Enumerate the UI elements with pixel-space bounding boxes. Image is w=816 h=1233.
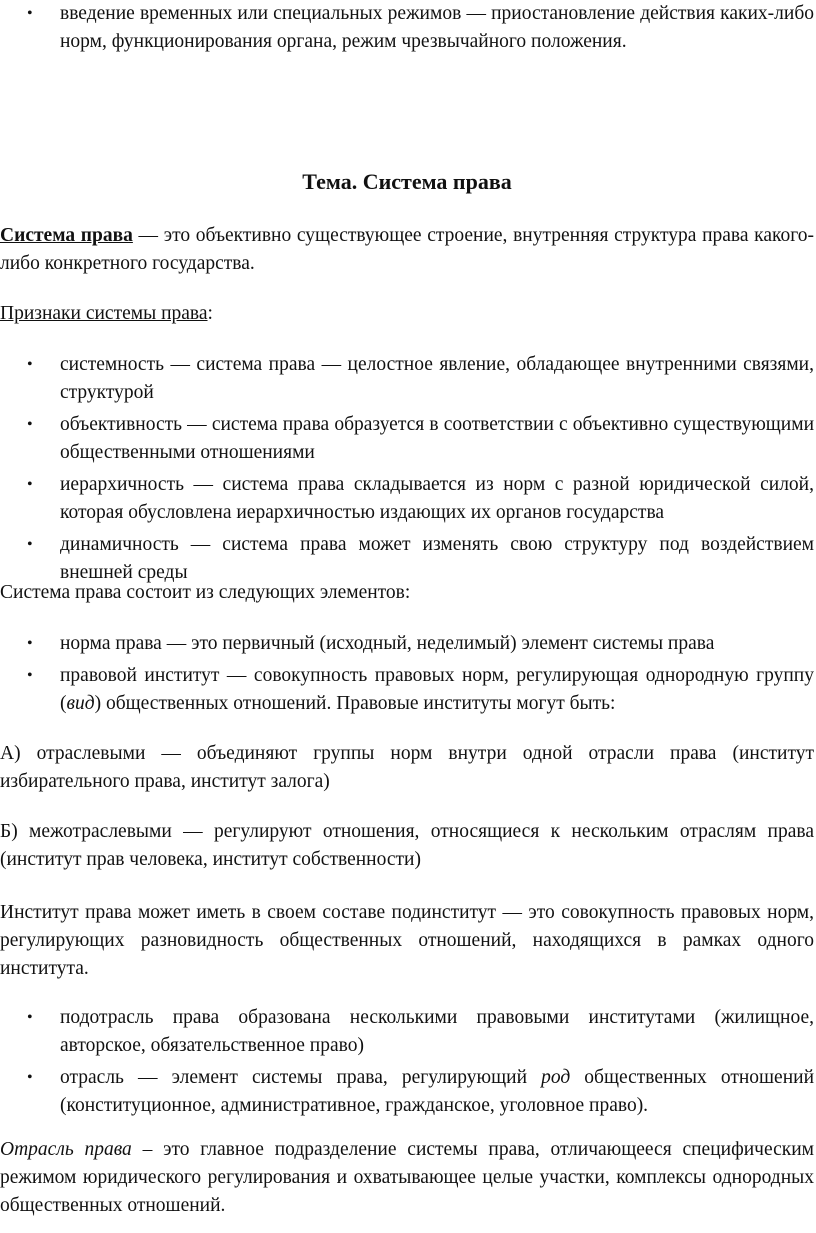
list-item [0, 0, 814, 56]
list-item [0, 1064, 814, 1120]
institute-a-paragraph: А) отраслевыми — объединяют группы норм внутри одной отрасли права (институт избирательного права, институт залога) [0, 743, 814, 792]
subinstitute-paragraph: Институт права может иметь в своем составе подинститут — это совокупность правовых норм, регулирующих разновидность общественных отношений, находящихся в рамках одного института. [0, 902, 814, 979]
branch-definition-paragraph [0, 1136, 814, 1220]
list-item-italic: род [541, 1067, 571, 1088]
features-list [0, 351, 814, 587]
bullet-icon: • [27, 5, 33, 22]
bullet-icon: • [27, 1009, 33, 1026]
top-bullet-list [0, 0, 814, 56]
list-item-text: правовой институт — совокупность правовых норм, регулирующая однородную группу ( [60, 665, 814, 714]
branch-definition-term: Отрасль права [0, 1139, 132, 1160]
list-item-text-end: общественных отношений (конституционное, административное, гражданское, уголовное право). [60, 1067, 815, 1116]
list-item-text: введение временных или специальных режимов — приостановление действия каких-либо норм, функционирования органа, режим чрезвычайного положения. [60, 3, 814, 52]
bullet-icon: • [27, 536, 33, 553]
bullet-icon: • [27, 416, 33, 433]
definition-text: — это объективно существующее строение, внутренняя структура права какого-либо конкретного государства. [0, 225, 815, 274]
bullet-icon: • [27, 476, 33, 493]
list-item-text: отрасль — элемент системы права, регулирующий [60, 1067, 542, 1088]
list-item [0, 471, 814, 527]
list-item [0, 630, 814, 658]
definition-paragraph [0, 222, 814, 278]
list-item [0, 411, 814, 467]
page-title: Тема. Система права [302, 169, 512, 194]
institute-b-paragraph: Б) межотраслевыми — регулируют отношения, относящиеся к нескольким отраслям права (институт прав человека, институт собственности) [0, 821, 814, 870]
list-item [0, 351, 814, 407]
list-item-text: объективность — система права образуется в соответствии с объективно существующими общественными отношениями [60, 414, 814, 463]
list-item-text: системность — система права — целостное явление, обладающее внутренними связями, структурой [60, 354, 814, 403]
elements-heading: Система права состоит из следующих элементов: [0, 582, 411, 603]
definition-term: Система права [0, 225, 133, 246]
bullet-icon: • [27, 1069, 33, 1086]
list-item-italic: вид [66, 693, 95, 714]
features-heading [0, 300, 814, 328]
elements-list [0, 630, 814, 718]
bullet-icon: • [27, 635, 33, 652]
list-item [0, 662, 814, 718]
list-item [0, 1004, 814, 1060]
features-heading-text: Признаки системы права [0, 303, 208, 324]
list-item-text: динамичность — система права может изменять свою структуру под воздействием внешней среды [60, 534, 814, 583]
branches-list [0, 1004, 814, 1120]
list-item-text: подотрасль права образована несколькими правовыми институтами (жилищное, авторское, обязательственное право) [60, 1007, 814, 1056]
list-item-text-end: ) общественных отношений. Правовые институты могут быть: [94, 693, 616, 714]
features-heading-colon: : [207, 303, 213, 324]
bullet-icon: • [27, 356, 33, 373]
list-item-text: норма права — это первичный (исходный, неделимый) элемент системы права [60, 633, 715, 654]
branch-definition-text: – это главное подразделение системы права, отличающееся специфическим режимом юридического регулирования и охватывающее целые участки, комплексы однородных общественных отношений. [0, 1139, 814, 1216]
bullet-icon: • [27, 667, 33, 684]
list-item-text: иерархичность — система права складывается из норм с разной юридической силой, которая обусловлена иерархичностью издающих их органов государства [60, 474, 814, 523]
